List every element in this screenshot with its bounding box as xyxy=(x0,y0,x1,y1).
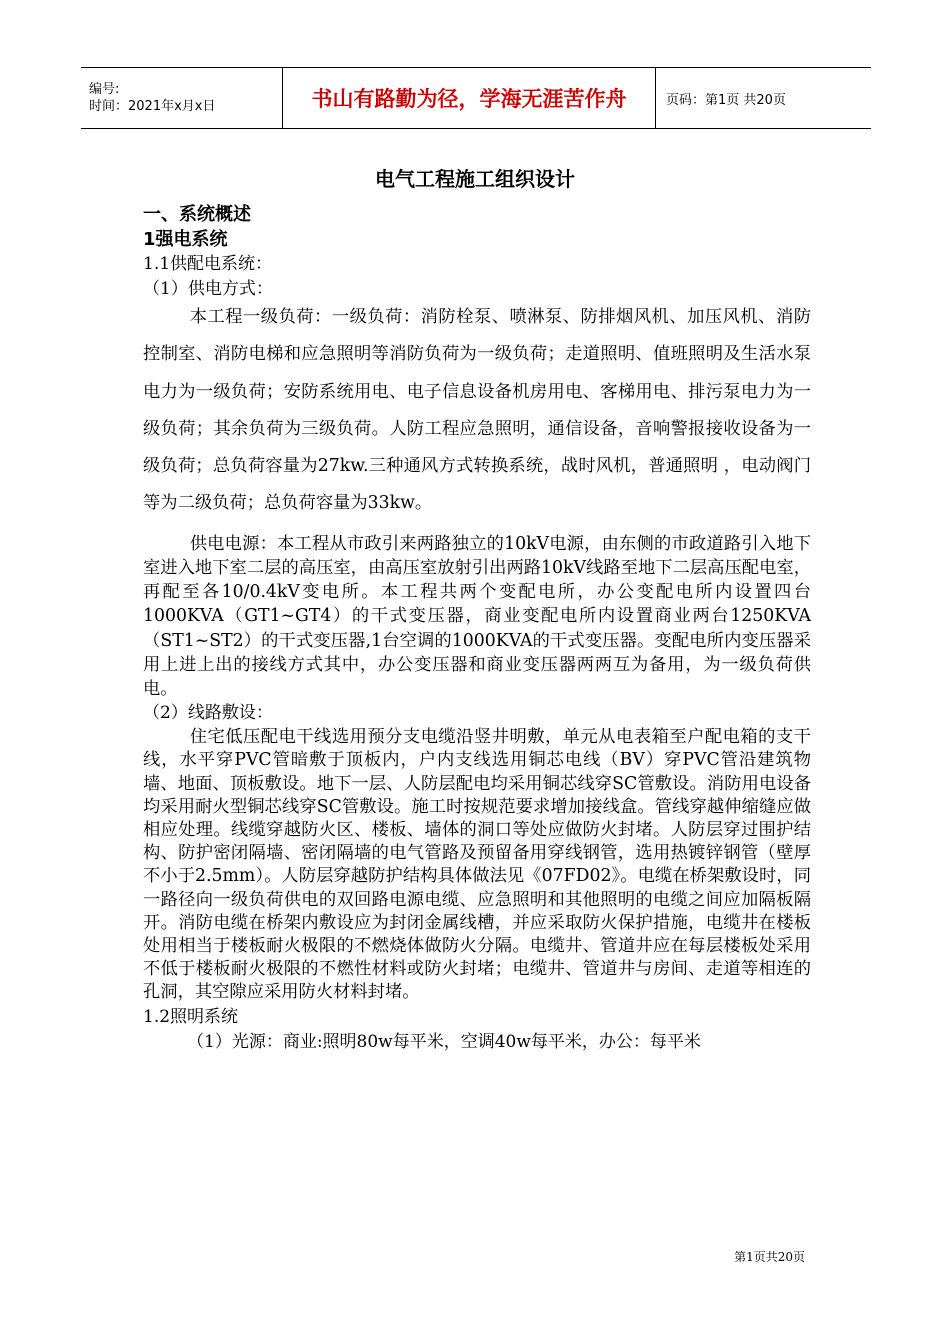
document-title: 电气工程施工组织设计 xyxy=(375,167,575,191)
part-heading: （2）线路敷设： xyxy=(143,703,273,724)
subsection-heading: 1强电系统 xyxy=(143,229,228,250)
item-heading: 1.2照明系统 xyxy=(143,1006,239,1027)
header-motto xyxy=(283,68,656,128)
time-label: 时间：2021年x月x日 xyxy=(89,99,216,114)
item-heading: 1.1供配电系统： xyxy=(143,254,273,274)
header-meta xyxy=(81,68,283,128)
section-heading: 一、系统概述 xyxy=(143,204,251,225)
paragraph-wiring: 住宅低压配电干线选用预分支电缆沿竖井明敷，单元从电表箱至户配电箱的支干线，水平穿PVC管暗敷于顶板内，户内支线选用铜芯电线（BV）穿PVC管沿建筑物墙、地面、顶板敷设。地下一层、人防层配电均采用铜芯线穿SC管敷设。消防用电设备均采用耐火型铜芯线穿SC管敷设。施工时按规范要求增加接线盒。管线穿越伸缩缝应做相应处理。线缆穿越防火区、楼板、墙体的洞口等处应做防火封堵。人防层穿过围护结构、防护密闭隔墙、密闭隔墙的电气管路及预留备用穿线钢管，选用热镀锌钢管（壁厚不小于2.5mm）。人防层穿越防护结构具体做法见《07FD02》。电缆在桥架敷设时，同一路径向一级负荷供电的双回路电源电缆、应急照明和其他照明的电缆之间应加隔板隔开。消防电缆在桥架内敷设应为封闭金属线槽，并应采取防火保护措施，电缆井在楼板处用相当于楼板耐火极限的不燃烧体做防火分隔。电缆井、管道井应在每层楼板处采用不低于楼板耐火极限的不燃性材料或防火封堵；电缆井、管道井与房间、走道等相连的孔洞，其空隙应采用防火材料封堵。 xyxy=(143,727,811,1003)
page-footer: 第1页共20页 xyxy=(734,1250,805,1264)
lighting-line: （1）光源：商业:照明80w每平米，空调40w每平米，办公：每平米 xyxy=(187,1031,701,1052)
header-page-info xyxy=(656,68,871,128)
page-header xyxy=(81,67,871,129)
number-label: 编号: xyxy=(89,82,120,97)
document-body xyxy=(143,202,811,1055)
motto-text: 书山有路勤为径，学海无涯苦作舟 xyxy=(311,87,627,111)
part-heading: （1）供电方式： xyxy=(143,279,273,299)
paragraph-load-levels: 本工程一级负荷：一级负荷：消防栓泵、喷淋泵、防排烟风机、加压风机、消防控制室、消防电梯和应急照明等消防负荷为一级负荷；走道照明、值班照明及生活水泵电力为一级负荷；安防系统用电、电子信息设备机房用电、客梯用电、排污泵电力为一级负荷；其余负荷为三级负荷。人防工程应急照明，通信设备，音响警报接收设备为一级负荷；总负荷容量为27kw.三种通风方式转换系统，战时风机，普通照明 ，电动阀门等为二级负荷；总负荷容量为33kw。 xyxy=(143,307,811,514)
page-info-text: 页码：第1页 共20页 xyxy=(666,92,786,108)
paragraph-power-source: 供电电源：本工程从市政引来两路独立的10kV电源，由东侧的市政道路引入地下室进入地下室二层的高压室，由高压室放射引出两路10kV线路至地下二层高压配电室，再配至各10/0.4kV变电所。本工程共两个变配电所，办公变配电所内设置四台1000KVA（GT1~GT4）的干式变压器，商业变配电所内设置商业两台1250KVA（ST1~ST2）的干式变压器,1台空调的1000KVA的干式变压器。变配电所内变压器采用上进上出的接线方式其中，办公变压器和商业变压器两两互为备用，为一级负荷供电。 xyxy=(143,533,811,699)
